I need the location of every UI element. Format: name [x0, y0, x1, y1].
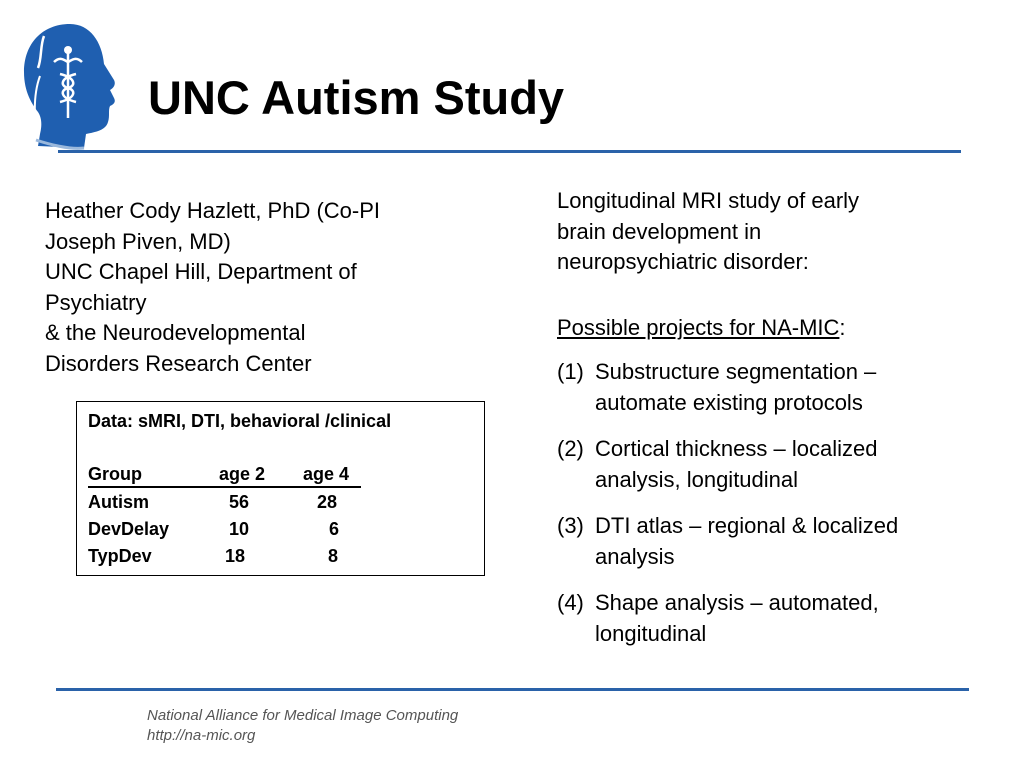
list-item-line: Shape analysis – automated,	[595, 590, 879, 615]
projects-list	[557, 357, 977, 649]
table-cell: 6	[329, 519, 340, 539]
namic-logo-head-caduceus-icon	[20, 22, 124, 152]
study-description-block	[557, 186, 977, 649]
header-underline	[88, 486, 361, 488]
table-cell: 18	[225, 546, 246, 566]
list-item-number: (3)	[557, 513, 584, 538]
table-cell: 8	[328, 546, 339, 566]
affiliation-line: Disorders Research Center	[45, 350, 312, 376]
list-item-line: automate existing protocols	[595, 389, 863, 415]
projects-heading	[557, 313, 977, 344]
list-item-line: analysis	[595, 543, 675, 569]
projects-heading-colon: :	[839, 314, 846, 340]
table-cell: 56	[229, 492, 250, 512]
list-item-line: analysis, longitudinal	[595, 466, 799, 492]
projects-heading-text: Possible projects for NA-MIC	[557, 314, 840, 340]
footer-org: National Alliance for Medical Image Computing	[147, 707, 459, 724]
affiliation-line: Psychiatry	[45, 289, 147, 315]
list-item	[557, 588, 977, 649]
list-item	[557, 434, 977, 495]
affiliation-line: UNC Chapel Hill, Department of	[45, 259, 357, 284]
page-title: UNC Autism Study	[148, 71, 565, 124]
list-item-line: DTI atlas – regional & localized	[595, 513, 899, 538]
title-divider	[58, 150, 961, 153]
description-line: neuropsychiatric disorder:	[557, 249, 809, 274]
affiliation-line: & the Neurodevelopmental	[45, 320, 306, 345]
table-cell: 28	[317, 492, 338, 512]
table-row-label: DevDelay	[88, 519, 170, 539]
list-item	[557, 511, 977, 572]
author-line: Joseph Piven, MD)	[45, 228, 231, 254]
list-item-number: (2)	[557, 436, 584, 461]
footer-divider	[56, 688, 969, 691]
footer	[147, 706, 458, 746]
list-item-line: Substructure segmentation –	[595, 359, 877, 384]
column-header-group: Group	[88, 464, 142, 484]
description-line: brain development in	[557, 218, 762, 244]
list-item-line: longitudinal	[595, 620, 707, 646]
column-header-age2: age 2	[219, 464, 266, 484]
list-item-line: Cortical thickness – localized	[595, 436, 878, 461]
description-line: Longitudinal MRI study of early	[557, 188, 860, 213]
list-item-number: (1)	[557, 359, 584, 384]
table-cell: 10	[229, 519, 250, 539]
data-types-header: Data: sMRI, DTI, behavioral /clinical	[88, 411, 392, 431]
data-summary-box	[76, 401, 485, 576]
author-affiliation-block	[45, 196, 465, 379]
study-description	[557, 186, 977, 278]
column-header-age4: age 4	[303, 464, 350, 484]
table-row-label: TypDev	[88, 546, 152, 566]
list-item	[557, 357, 977, 418]
footer-url[interactable]: http://na-mic.org	[147, 727, 256, 744]
list-item-number: (4)	[557, 590, 584, 615]
author-line: Heather Cody Hazlett, PhD (Co-PI	[45, 198, 381, 223]
table-row-label: Autism	[88, 492, 150, 512]
